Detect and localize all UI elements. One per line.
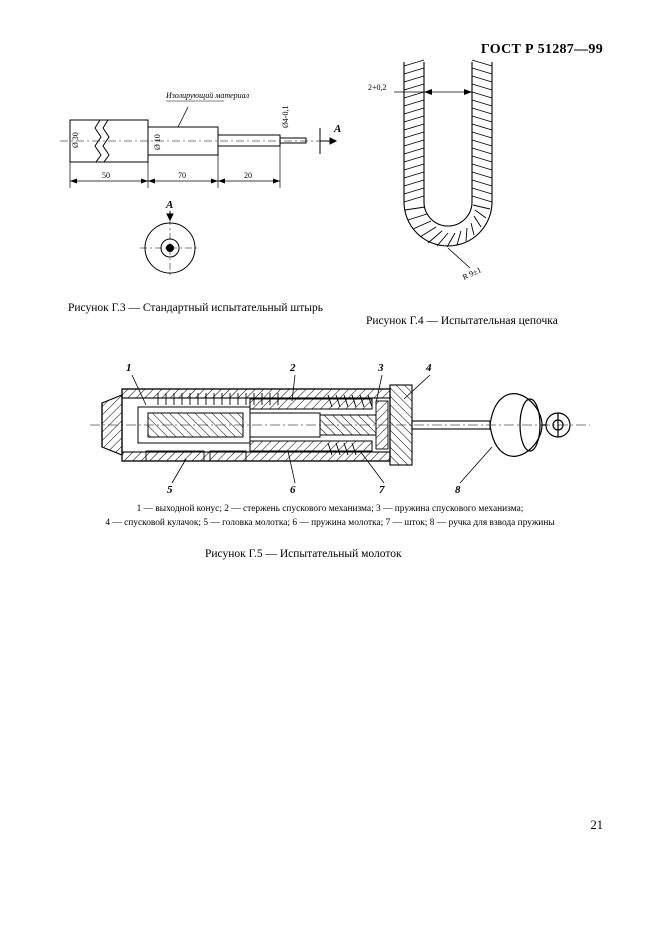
label-insulating-material: Изолирующий материал [166, 91, 250, 100]
caption-figure-g4: Рисунок Г.4 — Испытательная цепочка [366, 315, 558, 327]
callout-6: 6 [290, 484, 296, 495]
label-dim-2: 70 [178, 171, 186, 180]
figure-g4 [360, 52, 620, 302]
page-number: 21 [590, 818, 603, 832]
figure-g5-legend [80, 502, 580, 530]
label-diameter-mid: Ø 10 [153, 134, 162, 150]
label-dim-3: 20 [244, 171, 252, 180]
callout-4: 4 [426, 362, 432, 374]
figure-g5 [60, 355, 605, 495]
callout-7: 7 [379, 484, 385, 495]
callout-1: 1 [126, 362, 132, 374]
caption-figure-g3: Рисунок Г.3 — Стандартный испытательный штырь [68, 302, 324, 314]
label-diameter-tip: Ø4-0,1 [281, 105, 290, 128]
callout-5: 5 [167, 484, 173, 495]
label-dim-1: 50 [102, 171, 110, 180]
standard-number: ГОСТ Р 51287—99 [480, 42, 603, 57]
label-section-a-top: A [334, 123, 342, 135]
callout-3: 3 [378, 362, 384, 374]
legend-line-2: 4 — спусковой кулачок; 5 — головка молотка; 6 — пружина молотка; 7 — шток; 8 — ручка для взвода пружины [105, 518, 555, 529]
label-diameter-left: Ø 30 [71, 132, 80, 148]
legend-line-1: 1 — выходной конус; 2 — стержень спускового механизма; 3 — пружина спускового механизма; [136, 504, 524, 514]
callout-2: 2 [290, 362, 296, 374]
label-radius: R 9±1 [461, 265, 483, 282]
callout-8: 8 [455, 484, 461, 495]
caption-figure-g5: Рисунок Г.5 — Испытательный молоток [205, 548, 402, 560]
figure-g3 [48, 80, 348, 290]
label-section-a-view: A [166, 199, 174, 211]
label-gap: 2+0,2 [368, 83, 387, 92]
